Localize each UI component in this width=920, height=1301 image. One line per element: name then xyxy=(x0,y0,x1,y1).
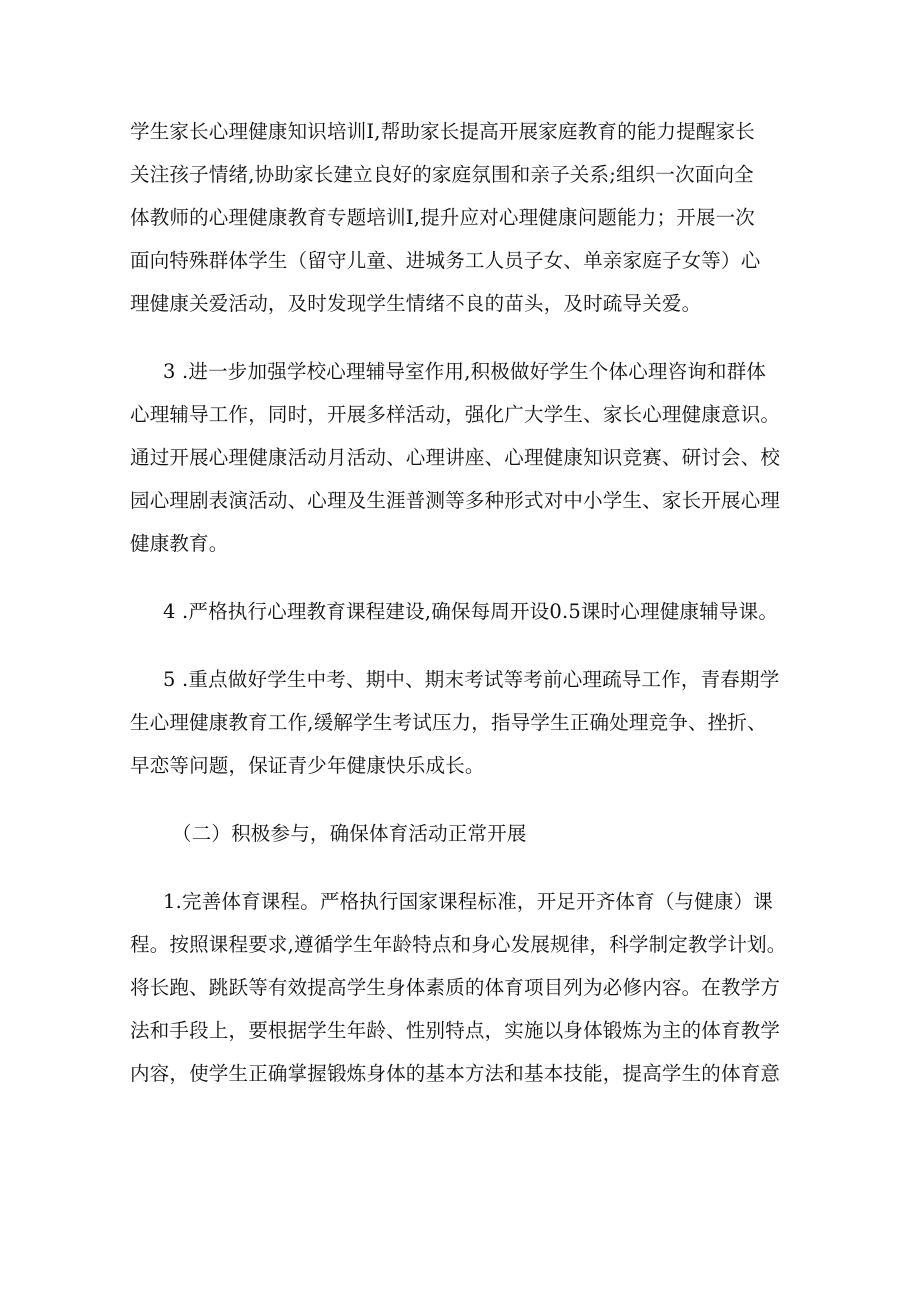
paragraph-line: 将长跑、跳跃等有效提高学生身体素质的体育项目列为必修内容。在教学方 xyxy=(130,976,781,999)
paragraph-line: 程。按照课程要求,遵循学生年龄特点和身心发展规律，科学制定教学计划。 xyxy=(130,933,787,956)
paragraph-line: 1.完善体育课程。严格执行国家课程标准，开足开齐体育（与健康）课 xyxy=(163,890,774,913)
paragraph-line: 关注孩子情绪,协助家长建立良好的家庭氛围和亲子关系;组织一次面向全 xyxy=(130,163,754,186)
paragraph-line: 健康教育。 xyxy=(130,532,229,555)
paragraph-line: 3 .进一步加强学校心理辅导室作用,积极做好学生个体心理咨询和群体 xyxy=(163,360,767,383)
paragraph-line: 4 .严格执行心理教育课程建设,确保每周开设0.5课时心理健康辅导课。 xyxy=(163,600,779,623)
paragraph-line: 生心理健康教育工作,缓解学生考试压力，指导学生正确处理竞争、挫折、 xyxy=(130,711,767,734)
paragraph-line: 心理辅导工作，同时，开展多样活动，强化广大学生、家长心理健康意识。 xyxy=(130,403,781,426)
paragraph-line: 5 .重点做好学生中考、期中、期末考试等考前心理疏导工作，青春期学 xyxy=(163,668,780,691)
paragraph-line: 法和手段上，要根据学生年龄、性别特点，实施以身体锻炼为主的体育教学 xyxy=(130,1019,781,1042)
paragraph-line: 内容，使学生正确掌握锻炼身体的基本方法和基本技能，提高学生的体育意 xyxy=(130,1062,781,1085)
paragraph-line: 学生家长心理健康知识培训I,帮助家长提高开展家庭教育的能力提醒家长 xyxy=(130,120,756,143)
paragraph-line: 园心理剧表演活动、心理及生涯普测等多种形式对中小学生、家长开展心理 xyxy=(130,489,781,512)
paragraph-line: 体教师的心理健康教育专题培训I,提升应对心理健康问题能力；开展一次 xyxy=(130,206,756,229)
paragraph-line: 早恋等问题，保证青少年健康快乐成长。 xyxy=(130,754,485,777)
paragraph-line: 通过开展心理健康活动月活动、心理讲座、心理健康知识竞赛、研讨会、校 xyxy=(130,446,781,469)
paragraph-line: 理健康关爱活动，及时发现学生情绪不良的苗头，及时疏导关爱。 xyxy=(130,292,702,315)
paragraph-line: 面向特殊群体学生（留守儿童、进城务工人员子女、单亲家庭子女等）心 xyxy=(130,249,761,272)
section-heading: （二）积极参与，确保体育活动正常开展 xyxy=(172,822,527,845)
